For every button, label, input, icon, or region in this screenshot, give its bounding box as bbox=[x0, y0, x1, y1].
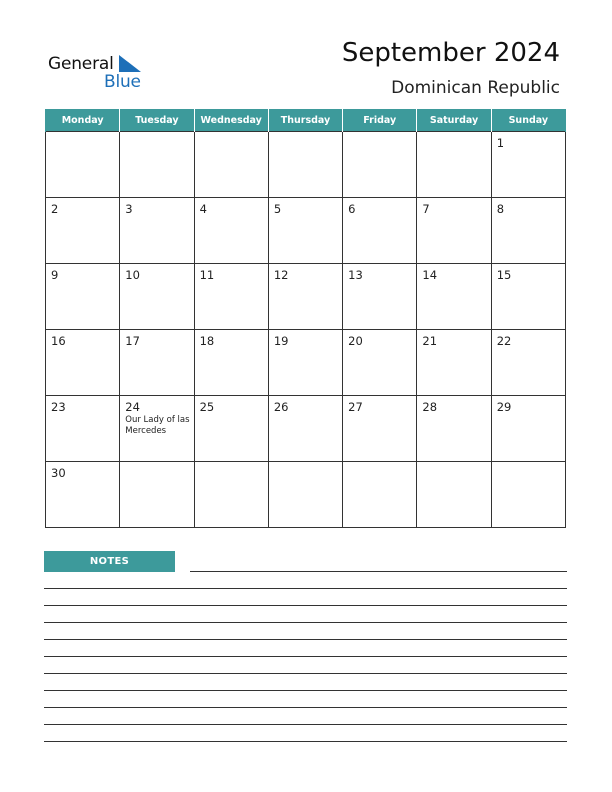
calendar-day-cell bbox=[491, 132, 565, 198]
day-number: 6 bbox=[348, 202, 356, 216]
calendar-week-row bbox=[46, 396, 566, 462]
notes-line bbox=[44, 639, 567, 640]
calendar-day-cell bbox=[343, 462, 417, 528]
logo-word-blue: Blue bbox=[104, 72, 141, 92]
day-number: 18 bbox=[199, 334, 215, 348]
day-number bbox=[120, 462, 193, 466]
day-number: 5 bbox=[273, 202, 282, 216]
calendar-day-cell bbox=[46, 330, 120, 396]
day-number: 23 bbox=[51, 400, 66, 414]
weekday-header-row bbox=[46, 109, 566, 132]
page-title: September 2024 bbox=[341, 38, 560, 68]
logo-triangle-icon bbox=[119, 55, 141, 72]
calendar-day-cell bbox=[491, 264, 565, 330]
day-number: 16 bbox=[51, 334, 66, 348]
day-number: 7 bbox=[422, 202, 430, 216]
day-number bbox=[195, 462, 268, 466]
day-number: 2 bbox=[51, 202, 59, 216]
calendar-day-cell bbox=[120, 462, 194, 528]
country-subtitle: Dominican Republic bbox=[391, 78, 560, 98]
day-number: 9 bbox=[51, 268, 59, 282]
day-number bbox=[269, 462, 342, 466]
day-number bbox=[492, 462, 565, 466]
calendar-day-cell bbox=[120, 132, 194, 198]
generalblue-logo bbox=[48, 52, 148, 92]
day-number: 26 bbox=[273, 400, 289, 414]
calendar-day-cell bbox=[120, 264, 194, 330]
day-number: 10 bbox=[125, 268, 140, 282]
day-number: 4 bbox=[199, 202, 207, 216]
calendar-day-cell bbox=[268, 264, 342, 330]
day-number: 13 bbox=[348, 268, 363, 282]
calendar-day-cell bbox=[46, 198, 120, 264]
notes-line bbox=[44, 724, 567, 725]
calendar-day-cell bbox=[343, 396, 417, 462]
weekday-header-thursday: Thursday bbox=[268, 109, 342, 132]
calendar-day-cell bbox=[343, 198, 417, 264]
day-number bbox=[417, 462, 490, 466]
calendar-day-cell bbox=[491, 198, 565, 264]
calendar-day-cell bbox=[268, 198, 342, 264]
calendar-day-cell bbox=[417, 264, 491, 330]
calendar-day-cell bbox=[343, 264, 417, 330]
day-number: 19 bbox=[273, 334, 289, 348]
calendar-day-cell bbox=[46, 396, 120, 462]
notes-line bbox=[44, 622, 567, 623]
calendar-day-cell bbox=[268, 132, 342, 198]
calendar-day-cell bbox=[417, 198, 491, 264]
calendar-day-cell bbox=[194, 330, 268, 396]
weekday-header-saturday: Saturday bbox=[417, 109, 491, 132]
calendar-day-cell bbox=[343, 330, 417, 396]
notes-line bbox=[44, 690, 567, 691]
day-number: 12 bbox=[273, 268, 289, 282]
day-number bbox=[417, 132, 490, 136]
calendar-day-cell bbox=[268, 462, 342, 528]
calendar-week-row bbox=[46, 198, 566, 264]
calendar-day-cell bbox=[268, 396, 342, 462]
day-number: 11 bbox=[199, 268, 215, 282]
day-number: 27 bbox=[348, 400, 363, 414]
day-number bbox=[195, 132, 268, 136]
calendar-grid bbox=[45, 109, 566, 528]
notes-line bbox=[44, 588, 567, 589]
weekday-header-monday: Monday bbox=[46, 109, 120, 132]
weekday-header-wednesday: Wednesday bbox=[194, 109, 268, 132]
day-number: 30 bbox=[51, 466, 66, 480]
logo-word-general: General bbox=[48, 54, 114, 74]
notes-line bbox=[44, 741, 567, 742]
day-number: 14 bbox=[422, 268, 438, 282]
day-number: 8 bbox=[496, 202, 505, 216]
calendar-day-cell bbox=[194, 264, 268, 330]
weekday-header-tuesday: Tuesday bbox=[120, 109, 194, 132]
day-number bbox=[343, 462, 416, 466]
calendar-week-row bbox=[46, 462, 566, 528]
calendar-day-cell bbox=[491, 462, 565, 528]
weekday-header-friday: Friday bbox=[343, 109, 417, 132]
day-number: 21 bbox=[422, 334, 438, 348]
day-number: 20 bbox=[348, 334, 363, 348]
calendar-day-cell bbox=[194, 396, 268, 462]
notes-line bbox=[44, 673, 567, 674]
day-number: 1 bbox=[496, 136, 505, 150]
holiday-label: Our Lady of las Mercedes bbox=[125, 415, 190, 436]
calendar-day-cell bbox=[417, 462, 491, 528]
calendar-day-cell bbox=[120, 330, 194, 396]
calendar-day-cell bbox=[194, 462, 268, 528]
day-number: 29 bbox=[496, 400, 512, 414]
day-number: 3 bbox=[125, 202, 133, 216]
day-number bbox=[46, 132, 119, 136]
calendar-day-cell bbox=[120, 198, 194, 264]
calendar-day-cell bbox=[491, 330, 565, 396]
day-number: 22 bbox=[496, 334, 512, 348]
notes-line bbox=[44, 605, 567, 606]
day-number: 15 bbox=[496, 268, 512, 282]
notes-line bbox=[190, 571, 567, 572]
calendar-day-cell bbox=[417, 330, 491, 396]
day-number bbox=[343, 132, 416, 136]
calendar-day-cell bbox=[120, 396, 194, 462]
calendar-day-cell bbox=[194, 198, 268, 264]
day-number: 28 bbox=[422, 400, 438, 414]
calendar-week-row bbox=[46, 330, 566, 396]
day-number bbox=[269, 132, 342, 136]
calendar-week-row bbox=[46, 132, 566, 198]
weekday-header-sunday: Sunday bbox=[491, 109, 565, 132]
calendar-day-cell bbox=[46, 264, 120, 330]
day-number: 24 bbox=[125, 400, 140, 414]
calendar-day-cell bbox=[268, 330, 342, 396]
notes-label: NOTES bbox=[44, 551, 175, 572]
calendar-day-cell bbox=[46, 462, 120, 528]
calendar-day-cell bbox=[417, 396, 491, 462]
calendar-day-cell bbox=[343, 132, 417, 198]
calendar-week-row bbox=[46, 264, 566, 330]
calendar-day-cell bbox=[46, 132, 120, 198]
day-number: 17 bbox=[125, 334, 140, 348]
calendar-day-cell bbox=[417, 132, 491, 198]
calendar-day-cell bbox=[194, 132, 268, 198]
notes-line bbox=[44, 707, 567, 708]
calendar-day-cell bbox=[491, 396, 565, 462]
calendar-body bbox=[46, 132, 566, 528]
day-number bbox=[120, 132, 193, 136]
day-number: 25 bbox=[199, 400, 215, 414]
notes-line bbox=[44, 656, 567, 657]
